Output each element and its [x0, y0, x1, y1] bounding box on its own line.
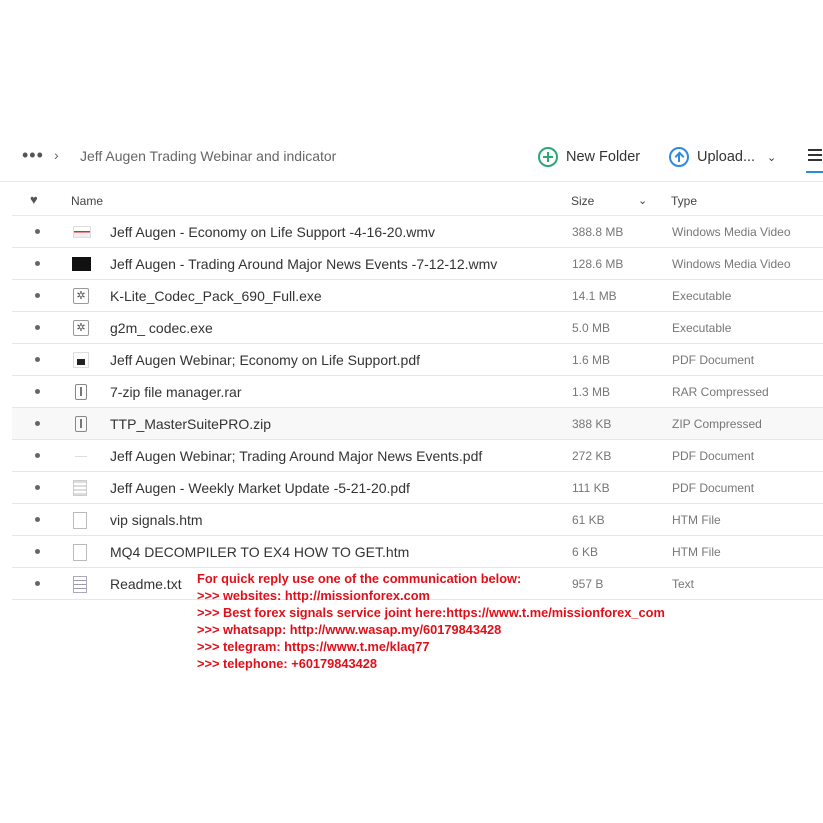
file-size: 111 KB: [572, 481, 610, 495]
sort-chevron-down-icon[interactable]: ⌄: [638, 195, 648, 207]
contact-overlay-text: [197, 570, 665, 672]
pdf-thumbnail-icon: [73, 448, 89, 464]
file-name[interactable]: TTP_MasterSuitePRO.zip: [110, 416, 272, 432]
plus-circle-icon: [538, 147, 558, 167]
file-size: 5.0 MB: [572, 321, 611, 335]
new-folder-label: New Folder: [566, 149, 641, 165]
file-type: Executable: [672, 289, 732, 303]
favorite-heart-icon[interactable]: ♥: [30, 192, 38, 207]
table-row[interactable]: [12, 536, 823, 568]
text-file-icon: [73, 576, 87, 593]
favorite-dot-icon[interactable]: [35, 453, 40, 458]
video-thumbnail-icon: [72, 257, 91, 271]
archive-icon: [75, 384, 87, 400]
video-thumbnail-icon: [73, 226, 91, 238]
overlay-line: >>> whatsapp: http://www.wasap.my/60179843428: [197, 622, 502, 637]
file-type: RAR Compressed: [672, 385, 769, 399]
favorite-dot-icon[interactable]: [35, 389, 40, 394]
column-header-type[interactable]: Type: [671, 194, 698, 208]
chevron-down-icon[interactable]: ⌄: [767, 151, 777, 164]
favorite-dot-icon[interactable]: [35, 421, 40, 426]
list-view-icon[interactable]: [808, 149, 822, 164]
pdf-thumbnail-icon: [73, 480, 87, 496]
new-folder-button[interactable]: [538, 144, 640, 170]
file-type: Windows Media Video: [672, 257, 791, 271]
favorite-dot-icon[interactable]: [35, 549, 40, 554]
file-size: 128.6 MB: [572, 257, 624, 271]
file-name[interactable]: Jeff Augen Webinar; Trading Around Major News Events.pdf: [110, 448, 483, 464]
executable-icon: ✲: [73, 320, 89, 336]
file-size: 6 KB: [572, 545, 599, 559]
file-name[interactable]: g2m_ codec.exe: [110, 320, 213, 336]
overlay-line: >>> telegram: https://www.t.me/klaq77: [197, 639, 430, 654]
file-type: HTM File: [672, 545, 721, 559]
file-name[interactable]: Jeff Augen - Economy on Life Support -4-16-20.wmv: [110, 224, 436, 240]
file-name[interactable]: 7-zip file manager.rar: [110, 384, 242, 400]
file-type: ZIP Compressed: [672, 417, 762, 431]
file-name[interactable]: MQ4 DECOMPILER TO EX4 HOW TO GET.htm: [110, 544, 410, 560]
upload-arrow-icon: [669, 147, 689, 167]
table-row[interactable]: [12, 440, 823, 472]
file-list-header: [0, 186, 823, 216]
table-row[interactable]: [12, 216, 823, 248]
file-size: 61 KB: [572, 513, 605, 527]
overlay-line: >>> telephone: +60179843428: [197, 656, 377, 671]
file-type: PDF Document: [672, 449, 755, 463]
file-type: Text: [672, 577, 695, 591]
overlay-line: >>> Best forex signals service joint here:https://www.t.me/missionforex_com: [197, 605, 665, 620]
file-name[interactable]: vip signals.htm: [110, 512, 203, 528]
table-row[interactable]: [12, 312, 823, 344]
table-row[interactable]: [12, 248, 823, 280]
file-type: PDF Document: [672, 481, 755, 495]
table-row[interactable]: [12, 376, 823, 408]
favorite-dot-icon[interactable]: [35, 293, 40, 298]
overlay-line: >>> websites: http://missionforex.com: [197, 588, 430, 603]
file-list: [12, 216, 823, 600]
favorite-dot-icon[interactable]: [35, 261, 40, 266]
upload-label: Upload...: [697, 149, 756, 165]
pdf-thumbnail-icon: [73, 352, 89, 368]
file-size: 14.1 MB: [572, 289, 617, 303]
breadcrumb-current-folder: Jeff Augen Trading Webinar and indicator: [80, 148, 337, 164]
favorite-dot-icon[interactable]: [35, 357, 40, 362]
active-view-indicator: [806, 171, 823, 173]
breadcrumb-separator: ›: [54, 147, 59, 163]
file-name[interactable]: Jeff Augen Webinar; Economy on Life Support.pdf: [110, 352, 421, 368]
file-name[interactable]: K-Lite_Codec_Pack_690_Full.exe: [110, 288, 322, 304]
favorite-dot-icon[interactable]: [35, 229, 40, 234]
file-size: 1.3 MB: [572, 385, 611, 399]
favorite-dot-icon[interactable]: [35, 485, 40, 490]
table-row[interactable]: [12, 280, 823, 312]
overlay-line: For quick reply use one of the communication below:: [197, 571, 522, 586]
favorite-dot-icon[interactable]: [35, 325, 40, 330]
table-row[interactable]: [12, 408, 823, 440]
file-size: 272 KB: [572, 449, 612, 463]
more-options-icon[interactable]: •••: [22, 145, 44, 165]
html-file-icon: [73, 512, 87, 529]
table-row[interactable]: [12, 344, 823, 376]
file-type: Executable: [672, 321, 732, 335]
file-name[interactable]: Readme.txt: [110, 576, 182, 592]
toolbar: [0, 138, 823, 176]
file-type: Windows Media Video: [672, 225, 791, 239]
favorite-dot-icon[interactable]: [35, 517, 40, 522]
file-name[interactable]: Jeff Augen - Weekly Market Update -5-21-20.pdf: [110, 480, 410, 496]
column-header-size[interactable]: Size: [571, 194, 595, 208]
html-file-icon: [73, 544, 87, 561]
file-size: 388 KB: [572, 417, 612, 431]
favorite-dot-icon[interactable]: [35, 581, 40, 586]
archive-icon: [75, 416, 87, 432]
column-header-name[interactable]: Name: [71, 194, 104, 208]
table-row[interactable]: [12, 504, 823, 536]
file-name[interactable]: Jeff Augen - Trading Around Major News Events -7-12-12.wmv: [110, 256, 498, 272]
toolbar-divider: [0, 181, 823, 182]
upload-button[interactable]: [669, 144, 776, 170]
table-row[interactable]: [12, 472, 823, 504]
file-size: 1.6 MB: [572, 353, 611, 367]
file-size: 957 B: [572, 577, 604, 591]
file-size: 388.8 MB: [572, 225, 624, 239]
file-type: HTM File: [672, 513, 721, 527]
executable-icon: ✲: [73, 288, 89, 304]
file-type: PDF Document: [672, 353, 755, 367]
